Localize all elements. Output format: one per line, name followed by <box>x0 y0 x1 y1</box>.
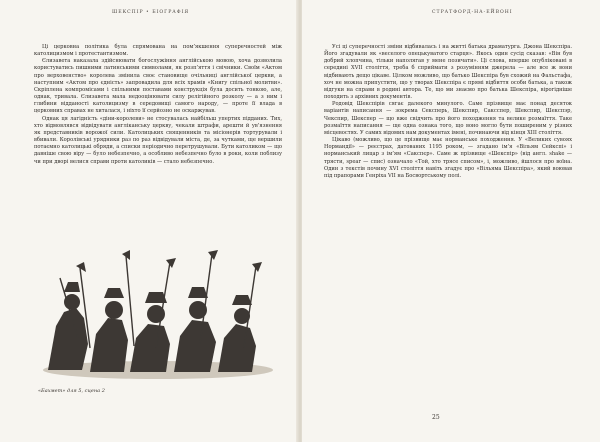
right-paragraph-2: Родовід Шекспірів сягає далекого минулого. Саме прізвище має понад десяток варіантів написання — зокрема Сексперь, Шекспир, Саксспер, Шекспир, Шекспэр, Чекспир, Шекспер — що вже свідчить про його походження та велике розмаїття. Таке розмаїття написання — ще одна ознака того, що воно могло бути поширеним у різних місцевостях. У самих відомих нам документах імені, починаючи від кінця XIII століття. <box>324 101 572 136</box>
right-body-text <box>324 44 572 180</box>
right-running-head: СТРАТФОРД-НА-ЕЙВОНІ <box>432 10 513 15</box>
page-number: 25 <box>432 414 440 421</box>
left-paragraph-3: Однак ця лагідність «діни-королеви» не стосувалась найбільш упертих підданих. Тих, хто відмовлявся відвідувати англіканську церкву, чекали штрафи, арешти й ув’язнення як представників ворожої сили. Католицьких священників та місіонерів тортурували і вбивали. Королівські урядники раз по раз відвідували міста, де, за чутками, ще вершили потаємно католицькі обряди, а списки періодично перетрушували. Бути католиком — що давніше свою віру — було небезпечно, а особливо небезпечно було в роки, коли поблизу чи при дворі велися справи проти католиків — стало небезпечно. <box>34 115 282 165</box>
left-paragraph-2: Єлизавета наказала здійснювати богослужіння англійською мовою, хоча дозволила користуватись пишними латинськими символами, як розп’яття і свічники. Своїм «Актом про верховенство» королева змінила своє становище очільниці англійської церкви, а наступним «Актом про єдність» запровадила для всіх храмів «Книгу спільної молитви». Скріплена компромісами і спільними поставами конструкція була досить тонкою, але, однак, тривала. Єлизавета мала недооцінювати силу релігійного розколу — а з ним і глибини відданості католицизму в середовищі самого народу, — проте її влада в церковних справах не хиталася, і ніхто її серйозно не оскаржував. <box>34 58 282 115</box>
right-page <box>302 0 600 442</box>
left-page <box>0 0 298 442</box>
left-body-text <box>34 44 282 166</box>
left-paragraph-1: Ці церковна політика була спрямована на пом’якшення суперечностей між католицизмом і протестантизмом. <box>34 44 282 58</box>
illustration-caption: «Бахмет» для 5, сцена 2 <box>38 388 105 394</box>
right-paragraph-1: Усі ці суперечності зміни відбивалась і на житті батька драматурга. Джона Шекспіра. Його згадували як «веселого опецькуватого старця». Якось один сусід сказав: «Він був добрий хлопчина, тільки наполягав у мене позичати». Ці слова, вперше опубліковані в середині XVII століття, треба б сприймати з розумінням джерела — але все ж вони відбивають дещо цікаве. Цілком можливо, що батько Шекспіра був схожий на Фальстафа, хоч не можна припустити, що у творах Шекспіра є прямі відбиття особи батька, а також відгуки на справи в родині автора. Те, що ми знаємо про батька Шекспіра, вірогідніше походить з архівних документів. <box>324 44 572 101</box>
right-paragraph-3: Цікаво (можливо, що це прізвище має норманське походження. У «Великих сувоях Нормандії» — реєстрах, датованих 1195 роком, — згадано ім’я «Вільям Сейкспі» і норманський лицар з ім’ям «Сакспєр». Саме ж прізвище «Шекспір» (від англ. shake — трясти, spear — спис) означало «Той, хто трясе списом», і, можливо, йшлося про воїна. Один з текстів почину XVI століття навіть згадує про «Вільяма Шекспіра», який воював під прапорами Генріха VII на Босвортському полі. <box>324 137 572 179</box>
battle-engraving-illustration <box>30 248 285 383</box>
left-running-head: ШЕКСПІР • БІОГРАФІЯ <box>112 10 190 15</box>
